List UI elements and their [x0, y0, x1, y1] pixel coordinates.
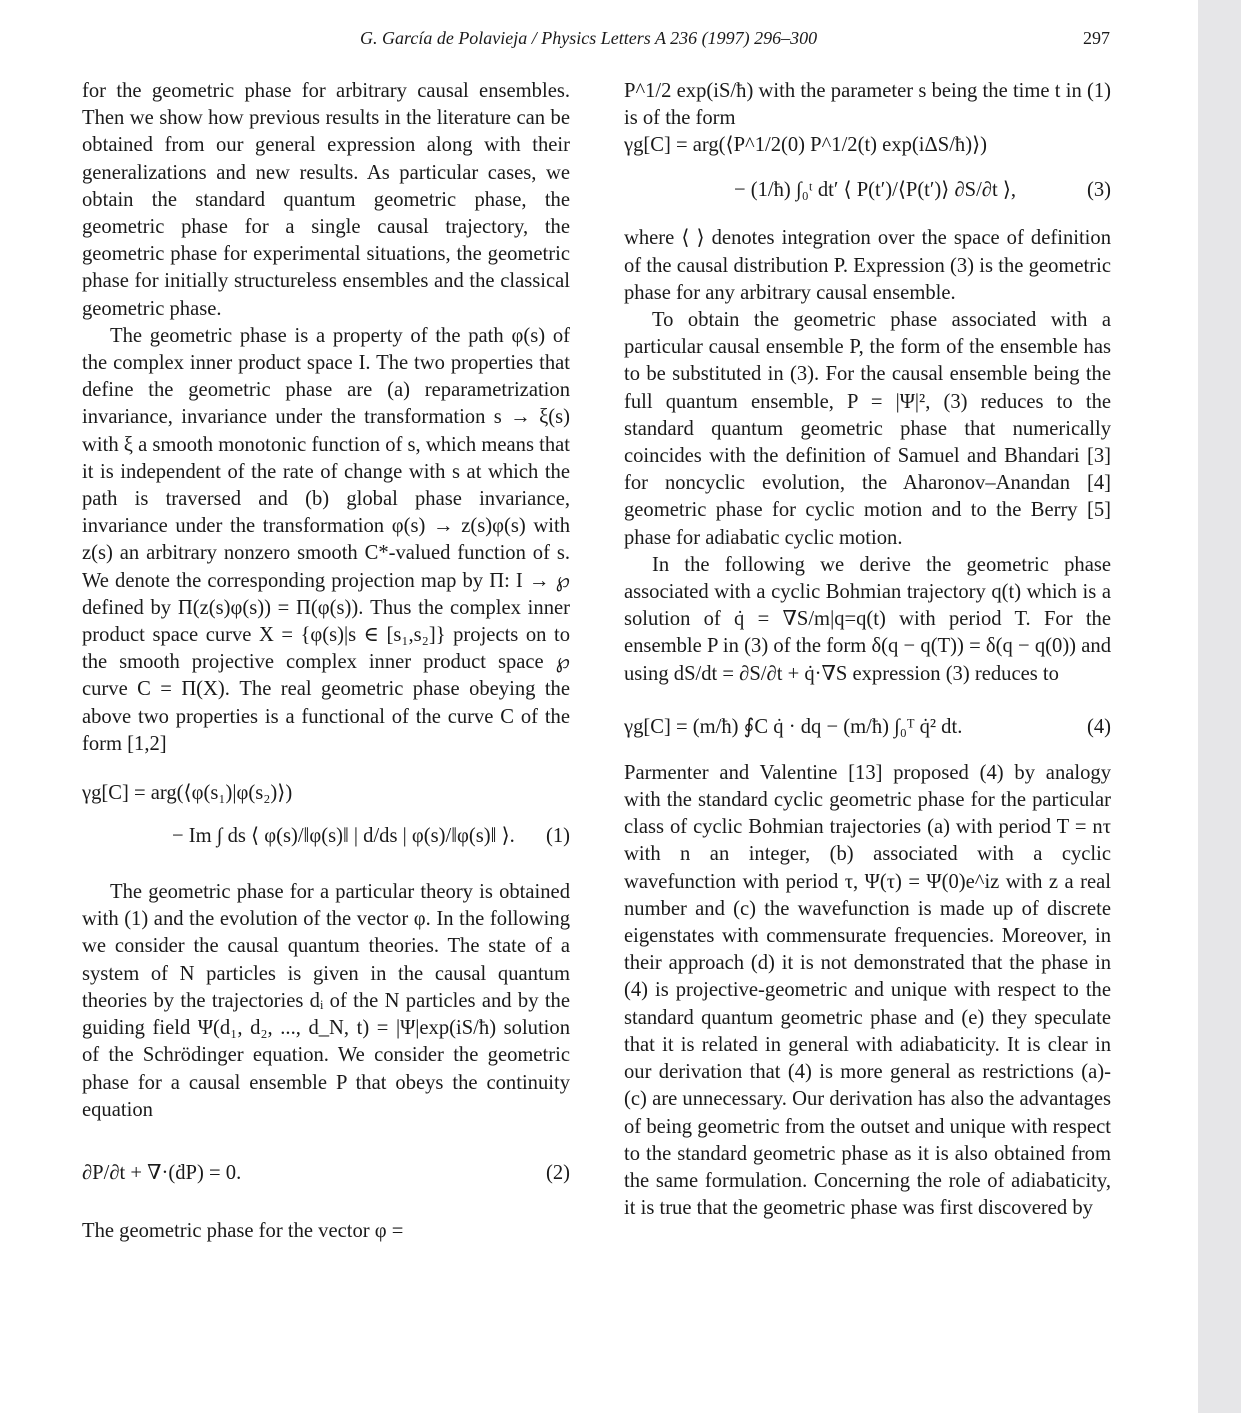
right-paragraph-3: To obtain the geometric phase associated with a particular causal ensemble P, the form of the ensemble has to be substituted in (3). For the causal ensemble being the full quantum ensemble, P = |Ψ|², (3) reduces to the standard quantum geometric phase that numerically coincides with the definition of Samuel and Bhandari [3] for noncyclic evolution, the Aharonov–Anandan [4] geometric phase for cyclic motion and to the Berry [5] phase for adiabatic cyclic motion. — [624, 309, 1111, 549]
left-paragraph-3: The geometric phase for a particular theory is obtained with (1) and the evolution of the vector φ. In the following we consider the causal quantum theories. The state of a system of N particles is given in the causal quantum theories by the trajectories dᵢ of the N particles and by the guiding field Ψ(d₁, d₂, ..., d_N, t) = |Ψ|exp(iS/ħ) solution of the Schrödinger equation. We consider the geometric phase for a causal ensemble P that obeys the continuity equation — [82, 881, 570, 1121]
right-paragraph-1: P^1/2 exp(iS/ħ) with the parameter s being the time t in (1) is of the form — [624, 80, 1111, 130]
left-paragraph-1: for the geometric phase for arbitrary causal ensembles. Then we show how previous results in the literature can be obtained from our general expression along with their generalizations and new results. As particular cases, we obtain the standard quantum geometric phase, the geometric phase for a single causal trajectory, the geometric phase for experimental situations, the geometric phase for initially structureless ensembles and the classical geometric phase. — [82, 80, 570, 320]
equation-1-line-2 — [82, 807, 570, 865]
right-paragraph-5: Parmenter and Valentine [13] proposed (4) by analogy with the standard cyclic geometric phase for the particular class of cyclic Bohmian trajectories (a) with period T = nτ with n an integer, (b) associated with a cyclic wavefunction with period τ, Ψ(τ) = Ψ(0)e^iz with z a real number and (c) the wavefunction is made up of discrete eigenstates with commensurate frequencies. Moreover, in their approach (d) it is not demonstrated that the phase in (4) is projective-geometric and unique with respect to the standard quantum geometric phase and (e) they speculate that it is related in general with adiabaticity. It is clear in our derivation that (4) is more general as restrictions (a)-(c) are unnecessary. Our derivation has also the advantages of being geometric from the outset and unique with respect to the standard geometric phase as it is also obtained from the same formulation. Concerning the role of adiabaticity, it is true that the geometric phase was first discovered by — [624, 761, 1111, 1220]
equation-1-lhs: γg[C] = arg(⟨φ(s₁)|φ(s₂)⟩) — [82, 782, 293, 805]
running-head: G. García de Polavieja / Physics Letters A 236 (1997) 296–300 — [360, 28, 818, 48]
equation-3-lhs: γg[C] = arg(⟨P^1/2(0) P^1/2(t) exp(iΔS/ħ)⟩) — [624, 134, 987, 157]
right-paragraph-2: where ⟨ ⟩ denotes integration over the space of definition of the causal distribution P. Expression (3) is the geometric phase for any arbitrary causal ensemble. — [624, 227, 1111, 304]
right-paragraph-4: In the following we derive the geometric phase associated with a cyclic Bohmian trajectory q(t) which is a solution of q̇ = ∇S/m|q=q(t) with period T. For the ensemble P in (3) of the form δ(q − q(T)) = δ(q − q(0)) and using dS/dt = ∂S/∂t + q̇·∇S expression (3) reduces to — [624, 553, 1111, 685]
equation-3-integral: − (1/ħ) ∫₀ᵗ dt′ ⟨ P(t′)/⟨P(t′)⟩ ∂S/∂t ⟩, — [734, 179, 1017, 202]
left-paragraph-2: The geometric phase is a property of the path φ(s) of the complex inner product space I. The two properties that define the geometric phase are (a) reparametrization invariance, invariance under the transformation s → ξ(s) with ξ a smooth monotonic function of s, which means that it is independent of the rate of change with s at which the path is traversed and (b) global phase invariance, invariance under the transformation φ(s) → z(s)φ(s) with z(s) an arbitrary nonzero smooth C*-valued function of s. We denote the corresponding projection map by Π: I → ℘ defined by Π(z(s)φ(s)) = Π(φ(s)). Thus the complex inner product space curve X = {φ(s)|s ∈ [s₁,s₂]} projects on to the smooth projective complex inner product space ℘ curve C = Π(X). The real geometric phase obeying the above two properties is a functional of the curve C of the form [1,2] — [82, 324, 570, 755]
right-column — [624, 78, 1111, 1222]
equation-4-body: γg[C] = (m/ħ) ∮C q̇ · dq − (m/ħ) ∫₀ᵀ q̇² dt. — [624, 715, 963, 738]
viewer-margin — [1198, 0, 1241, 1413]
equation-1-line-1 — [82, 780, 570, 807]
equation-2-body: ∂P/∂t + ∇·(ḋP) = 0. — [82, 1161, 242, 1184]
equation-4-number: (4) — [1086, 715, 1111, 738]
page-header — [0, 28, 1198, 54]
equation-1-number: (1) — [545, 825, 570, 848]
equation-2 — [82, 1146, 570, 1204]
equation-4 — [624, 702, 1111, 760]
page-number: 297 — [1083, 28, 1110, 48]
left-column — [82, 78, 570, 1245]
equation-3-line-1 — [624, 132, 1111, 159]
equation-3-number: (3) — [1086, 179, 1111, 202]
equation-3-line-2 — [624, 159, 1111, 225]
equation-2-number: (2) — [545, 1161, 570, 1184]
equation-1-integral: − Im ∫ ds ⟨ φ(s)/‖φ(s)‖ | d/ds | φ(s)/‖φ(s)‖ ⟩. — [172, 825, 515, 848]
left-paragraph-4: The geometric phase for the vector φ = — [82, 1219, 404, 1242]
